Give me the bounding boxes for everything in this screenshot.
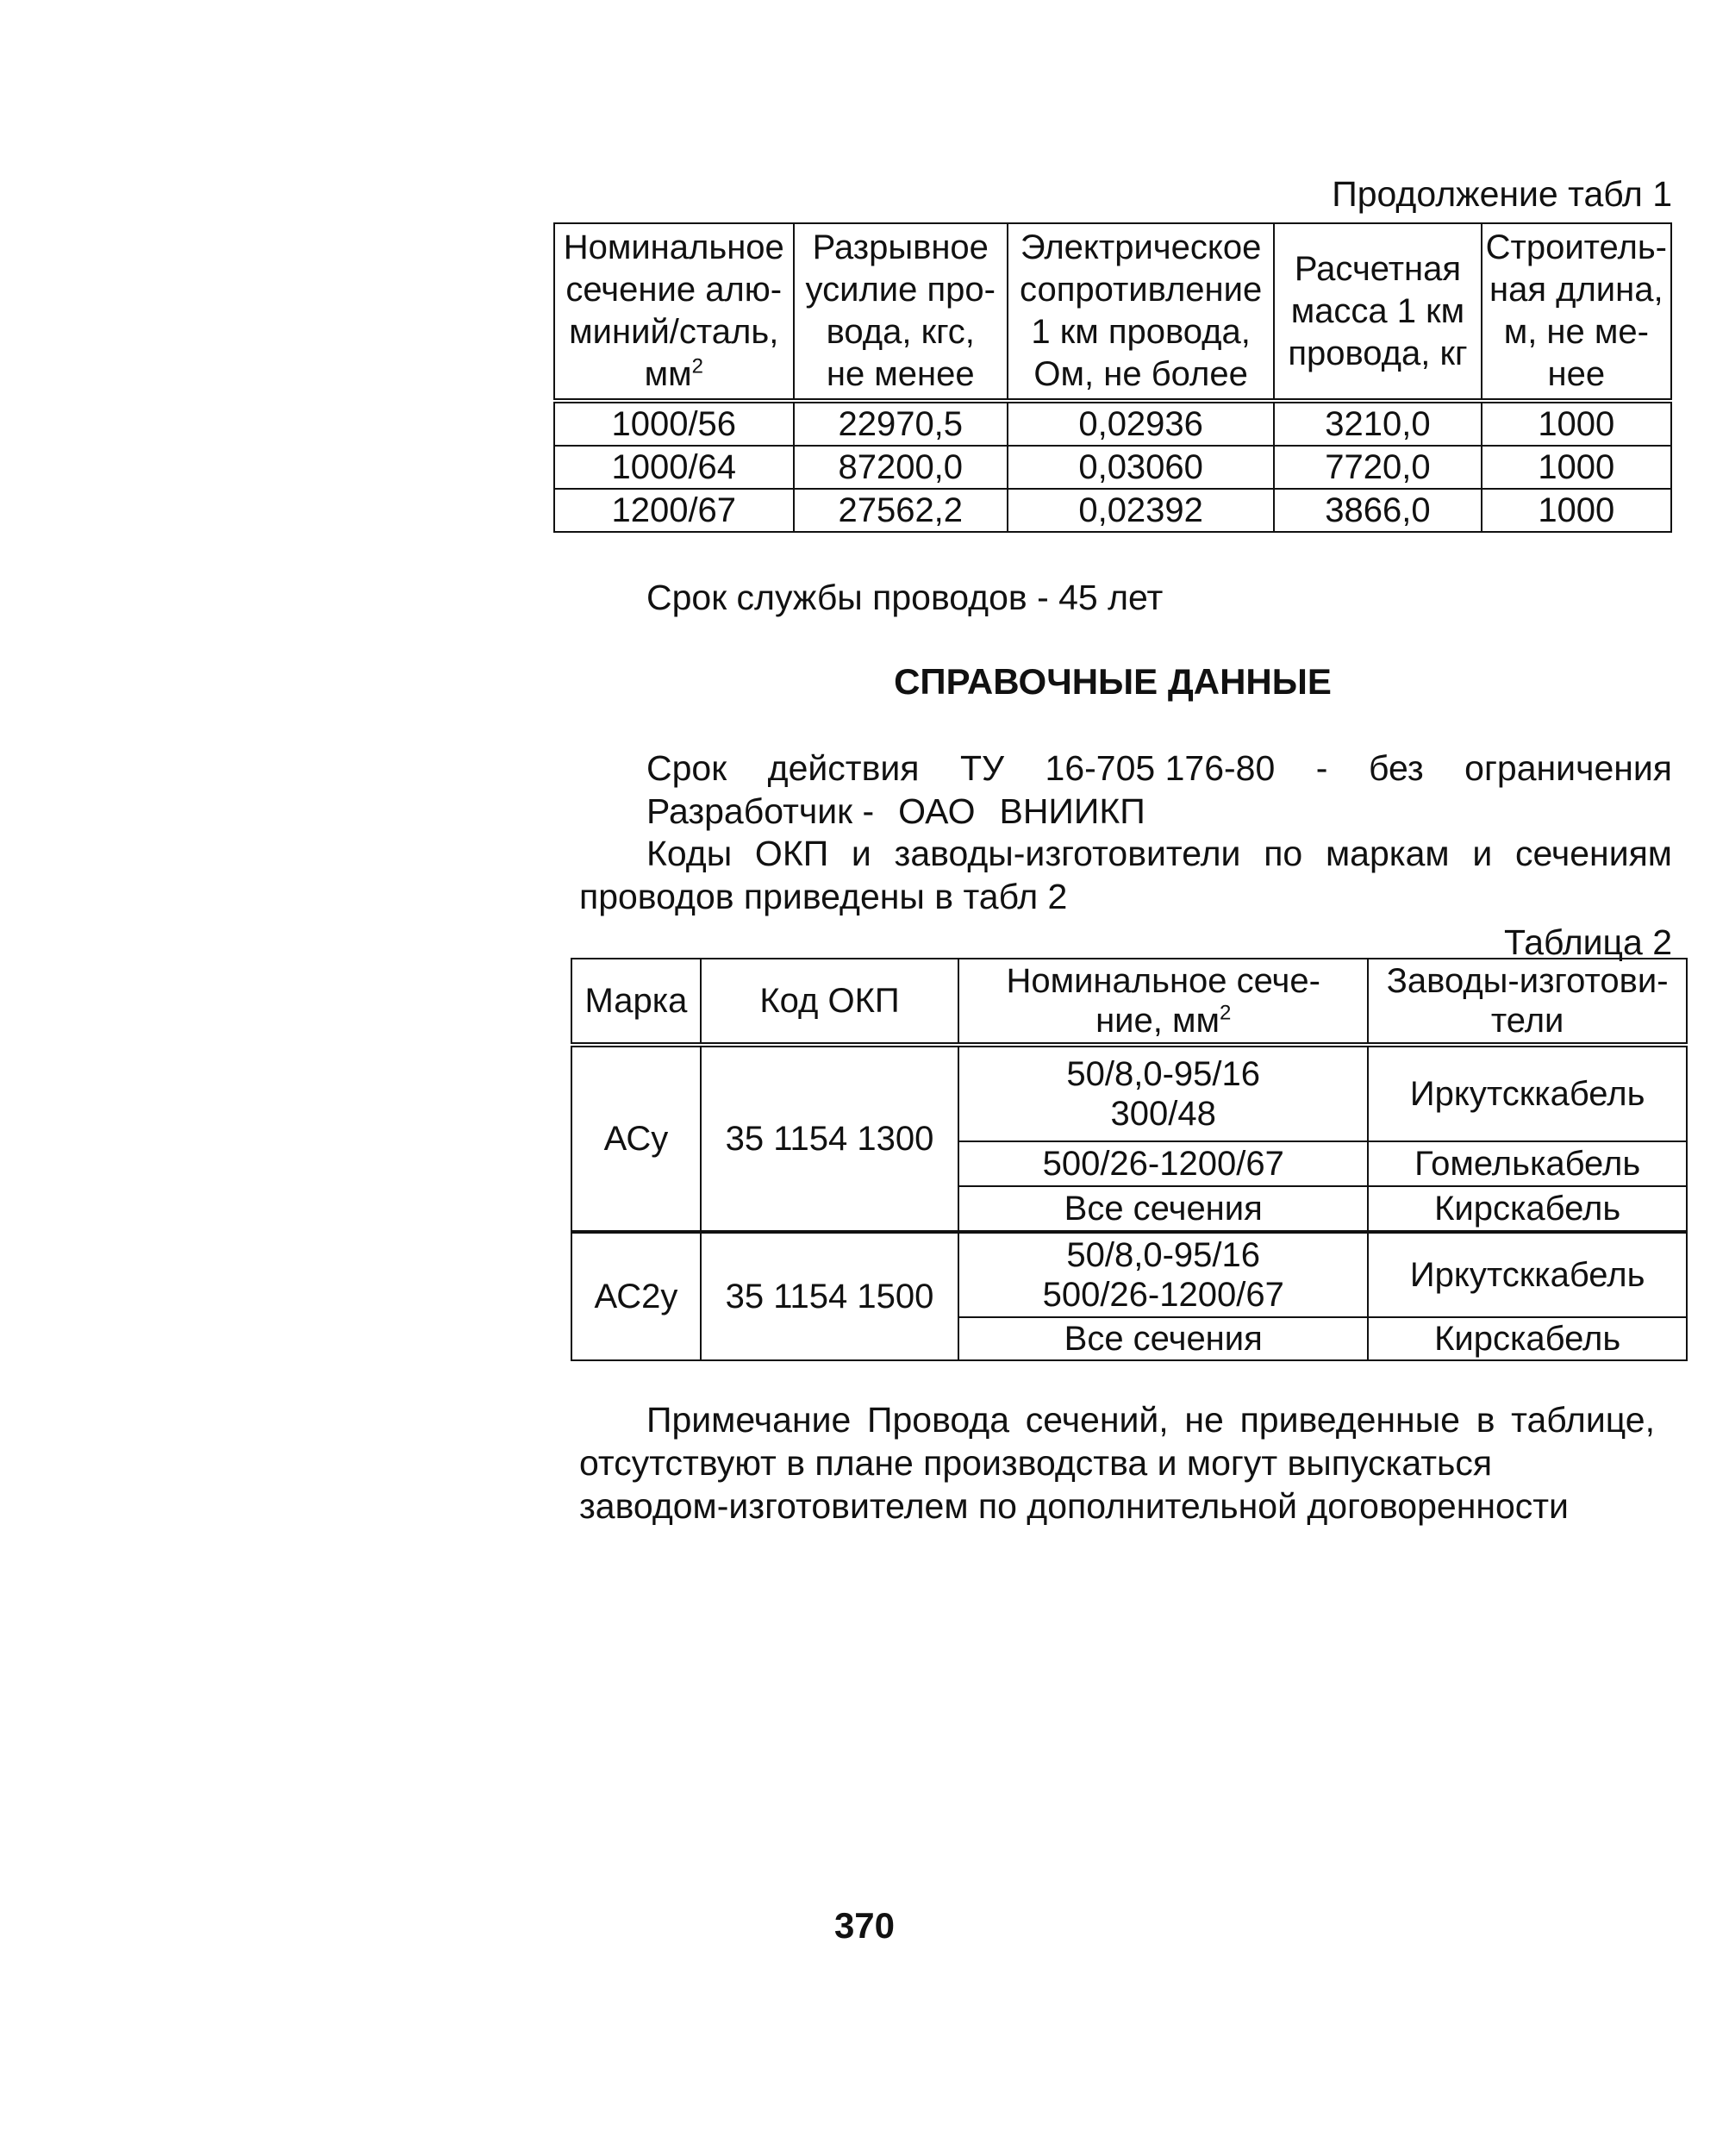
note-line2: отсутствуют в плане производства и могут выпускаться [579,1443,1493,1483]
header-breaking-force: Разрывное усилие про- вода, кгс, не менее [794,223,1008,401]
table-cell: 0,02392 [1008,489,1274,532]
header-okp-code: Код ОКП [701,959,958,1045]
table-cell: 1000 [1482,489,1671,532]
table-cell: 87200,0 [794,446,1008,489]
table2-header-row [571,959,1687,1045]
table-cell: 0,02936 [1008,401,1274,446]
header-section: Номинальное сече- ние, $мм^2$ [958,959,1368,1045]
code-cell: 35 1154 1500 [701,1232,958,1360]
table2-caption: Таблица 2 [1504,922,1672,962]
table-cell: 7720,0 [1274,446,1481,489]
header-mass: Расчетная масса 1 км провода, кг [1274,223,1481,401]
table-cell: 1000 [1482,401,1671,446]
table-cell: 3210,0 [1274,401,1481,446]
table-cell: 1000/64 [554,446,794,489]
table-cell: 27562,2 [794,489,1008,532]
section-cell: 50/8,0-95/16 300/48 [958,1045,1368,1141]
service-life-text: Срок службы проводов - 45 лет [646,578,1164,617]
codes-paragraph-line1: Коды ОКП и заводы-изготовители по маркам и сечениям [646,834,1672,873]
validity-line: Срок действия ТУ 16-705 176-80 - без ограничения [646,748,1672,788]
reference-heading: СПРАВОЧНЫЕ ДАННЫЕ [894,661,1332,702]
table-row [571,1045,1687,1141]
table-cell: 3866,0 [1274,489,1481,532]
section-cell: 500/26-1200/67 [958,1141,1368,1186]
table2 [571,958,1688,1361]
table-row [554,446,1671,489]
table-cell: 1000/56 [554,401,794,446]
factory-cell: Кирскабель [1368,1317,1687,1360]
factory-cell: Гомелькабель [1368,1141,1687,1186]
table-cell: 22970,5 [794,401,1008,446]
developer-line: Разработчик - ОАО ВНИИКП [646,791,1145,831]
table-row [554,489,1671,532]
table1-caption: Продолжение табл 1 [1332,174,1672,214]
header-nominal-section: Номинальное сечение алю- миний/сталь, $мм^2$ [554,223,794,401]
section-cell: 50/8,0-95/16 500/26-1200/67 [958,1232,1368,1317]
factory-cell: Кирскабель [1368,1186,1687,1232]
table-cell: 1200/67 [554,489,794,532]
table-cell: 0,03060 [1008,446,1274,489]
table-row [554,401,1671,446]
header-factories: Заводы-изготови- тели [1368,959,1687,1045]
mark-cell: АСу [571,1045,701,1232]
mark-cell: АС2у [571,1232,701,1360]
code-cell: 35 1154 1300 [701,1045,958,1232]
page-number: 370 [833,1905,896,1946]
factory-cell: Иркутсккабель [1368,1045,1687,1141]
table-row [571,1232,1687,1317]
header-length: Строитель- ная длина, м, не ме- нее [1482,223,1671,401]
factory-cell: Иркутсккабель [1368,1232,1687,1317]
section-cell: Все сечения [958,1186,1368,1232]
note-line3: заводом-изготовителем по дополнительной договоренности [579,1486,1569,1526]
table1 [553,222,1672,533]
table-cell: 1000 [1482,446,1671,489]
header-resistance: Электрическое сопротивление 1 км провода, Ом, не более [1008,223,1274,401]
codes-paragraph-line2: проводов приведены в табл 2 [579,877,1068,916]
section-cell: Все сечения [958,1317,1368,1360]
table1-header-row [554,223,1671,401]
header-mark: Марка [571,959,701,1045]
note-line1: Примечание Провода сечений, не приведенные в таблице, [646,1400,1655,1440]
